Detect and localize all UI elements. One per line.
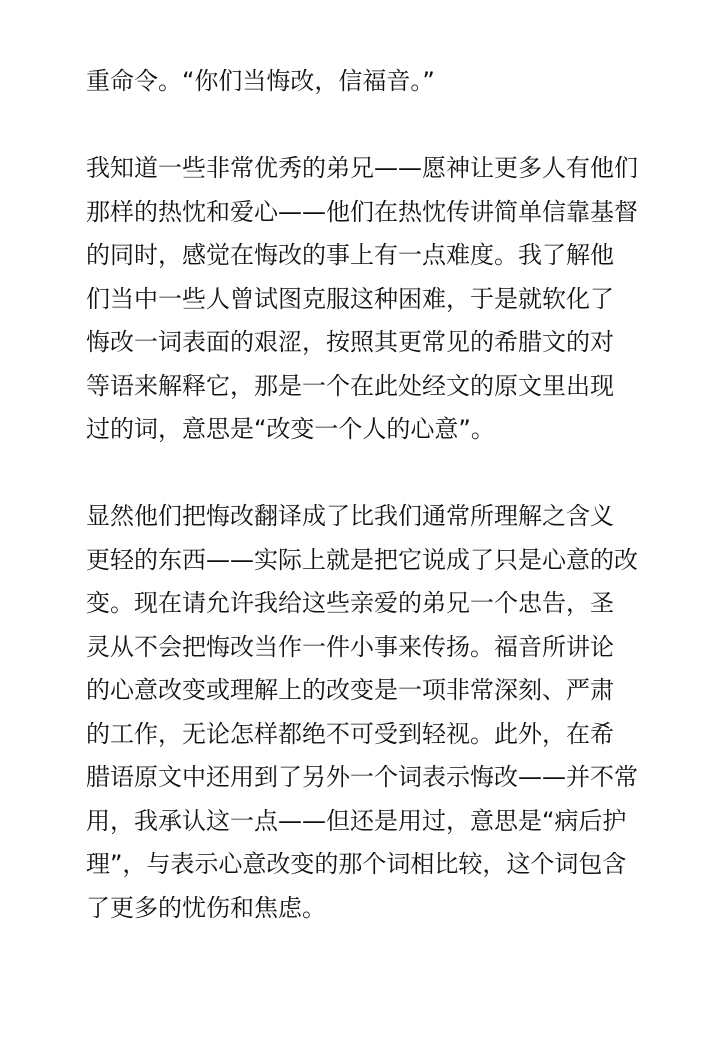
text-line: 变。现在请允许我给这些亲爱的弟兄一个忠告，圣 — [86, 589, 614, 617]
text-line: 理”，与表示心意改变的那个词相比较，这个词包含 — [86, 850, 627, 878]
text-line: 的心意改变或理解上的改变是一项非常深刻、严肃 — [86, 676, 614, 704]
text-line: 腊语原文中还用到了另外一个词表示悔改——并不常 — [86, 763, 638, 791]
paragraph-3 — [86, 495, 646, 930]
text-line: 等语来解释它，那是一个在此处经文的原文里出现 — [86, 371, 614, 400]
text-line: 们当中一些人曾试图克服这种困难，于是就软化了 — [86, 284, 614, 313]
text-line: 的工作，无论怎样都绝不可受到轻视。此外，在希 — [86, 719, 614, 748]
text-line: 那样的热忱和爱心——他们在热忱传讲简单信靠基督 — [86, 197, 638, 226]
paragraph-gap — [86, 104, 646, 148]
text-line: 重命令。“你们当悔改，信福音。” — [86, 67, 435, 95]
text-line: 灵从不会把悔改当作一件小事来传扬。福音所讲论 — [86, 632, 614, 661]
paragraph-1 — [86, 60, 646, 104]
text-line: 显然他们把悔改翻译成了比我们通常所理解之含义 — [86, 502, 614, 530]
text-line: 我知道一些非常优秀的弟兄——愿神让更多人有他们 — [86, 154, 638, 182]
text-line: 悔改一词表面的艰涩，按照其更常见的希腊文的对 — [86, 328, 614, 356]
paragraph-2 — [86, 147, 646, 452]
document-page — [86, 60, 646, 930]
text-line: 的同时，感觉在悔改的事上有一点难度。我了解他 — [86, 241, 614, 269]
text-line: 过的词，意思是“改变一个人的心意”。 — [86, 415, 495, 443]
text-line: 更轻的东西——实际上就是把它说成了只是心意的改 — [86, 545, 638, 574]
text-line: 用，我承认这一点——但还是用过，意思是“病后护 — [86, 806, 627, 835]
text-line: 了更多的忧伤和焦虑。 — [86, 893, 326, 922]
paragraph-gap — [86, 452, 646, 496]
